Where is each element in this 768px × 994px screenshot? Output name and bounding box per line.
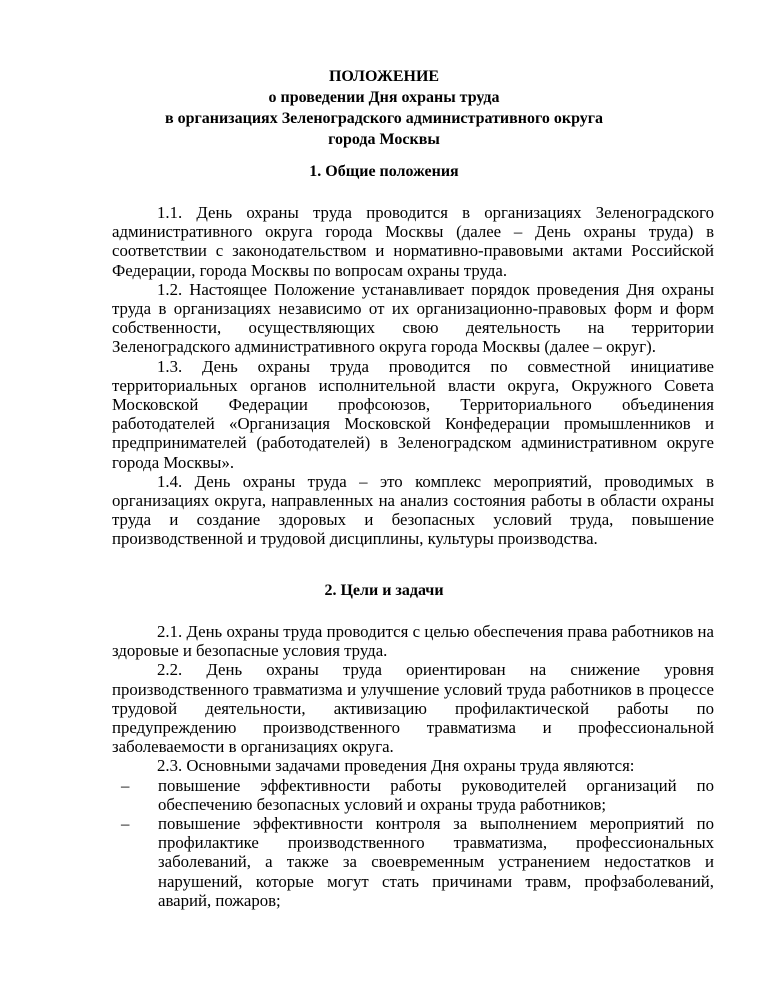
section-2-body — [112, 622, 714, 910]
paragraph-2-1: 2.1. День охраны труда проводится с целью обеспечения права работников на здоровые и безопасные условия труда. — [112, 622, 714, 661]
section-1-heading: 1. Общие положения — [309, 163, 459, 180]
document-title — [0, 66, 768, 150]
paragraph-2-2: 2.2. День охраны труда ориентирован на снижение уровня производственного травматизма и улучшение условий труда работников в процессе трудовой деятельности, активизацию профилактической работы по предупреждению производственного травматизма и профессиональной заболеваемости в организациях округа. — [112, 660, 714, 757]
section-1-body — [112, 203, 714, 549]
paragraph-1-3: 1.3. День охраны труда проводится по совместной инициативе территориальных органов исполнительной власти округа, Окружного Совета Московской Федерации профсоюзов, Территориального объединения работодателей «Организация Московской Конфедерации промышленников и предпринимателей (работодателей) в Зеленоградском административном округе города Москвы». — [112, 356, 714, 472]
paragraph-1-1: 1.1. День охраны труда проводится в организациях Зеленоградского административного округа города Москвы (далее – День охраны труда) в соответствии с законодательством и нормативно-правовыми актами Российской Федерации, города Москвы по вопросам охраны труда. — [112, 203, 714, 280]
list-item — [121, 814, 714, 910]
title-line-3: в организациях Зеленоградского административного округа — [164, 110, 604, 127]
list-item — [121, 775, 714, 814]
title-line-4: города Москвы — [328, 131, 440, 148]
paragraph-1-4: 1.4. День охраны труда – это комплекс мероприятий, проводимых в организациях округа, направленных на анализ состояния работы в области охраны труда и создание здоровых и безопасных условий труда, повышение производственной и трудовой дисциплины, культуры производства. — [112, 471, 714, 549]
list-item-text: повышение эффективности контроля за выполнением мероприятий по профилактике производственного травматизма, профессиональных заболеваний, а также за своевременным устранением недостатков и нарушений, которые могут стать причинами травм, профзаболеваний, аварий, пожаров; — [158, 814, 714, 910]
title-line-2: о проведении Дня охраны труда — [268, 89, 500, 106]
dash-bullet: – — [121, 814, 130, 834]
tasks-list — [112, 776, 714, 910]
dash-bullet: – — [121, 775, 130, 795]
list-item-text: повышение эффективности работы руководителей организаций по обеспечению безопасных условий и охраны труда работников; — [158, 775, 714, 814]
paragraph-2-3: 2.3. Основными задачами проведения Дня охраны труда являются: — [157, 756, 635, 776]
title-line-1: ПОЛОЖЕНИЕ — [328, 68, 440, 85]
section-2-heading: 2. Цели и задачи — [324, 582, 444, 599]
paragraph-1-2: 1.2. Настоящее Положение устанавливает порядок проведения Дня охраны труда в организациях независимо от их организационно-правовых форм и форм собственности, осуществляющих свою деятельность на территории Зеленоградского административного округа города Москвы (далее – округ). — [112, 279, 714, 357]
